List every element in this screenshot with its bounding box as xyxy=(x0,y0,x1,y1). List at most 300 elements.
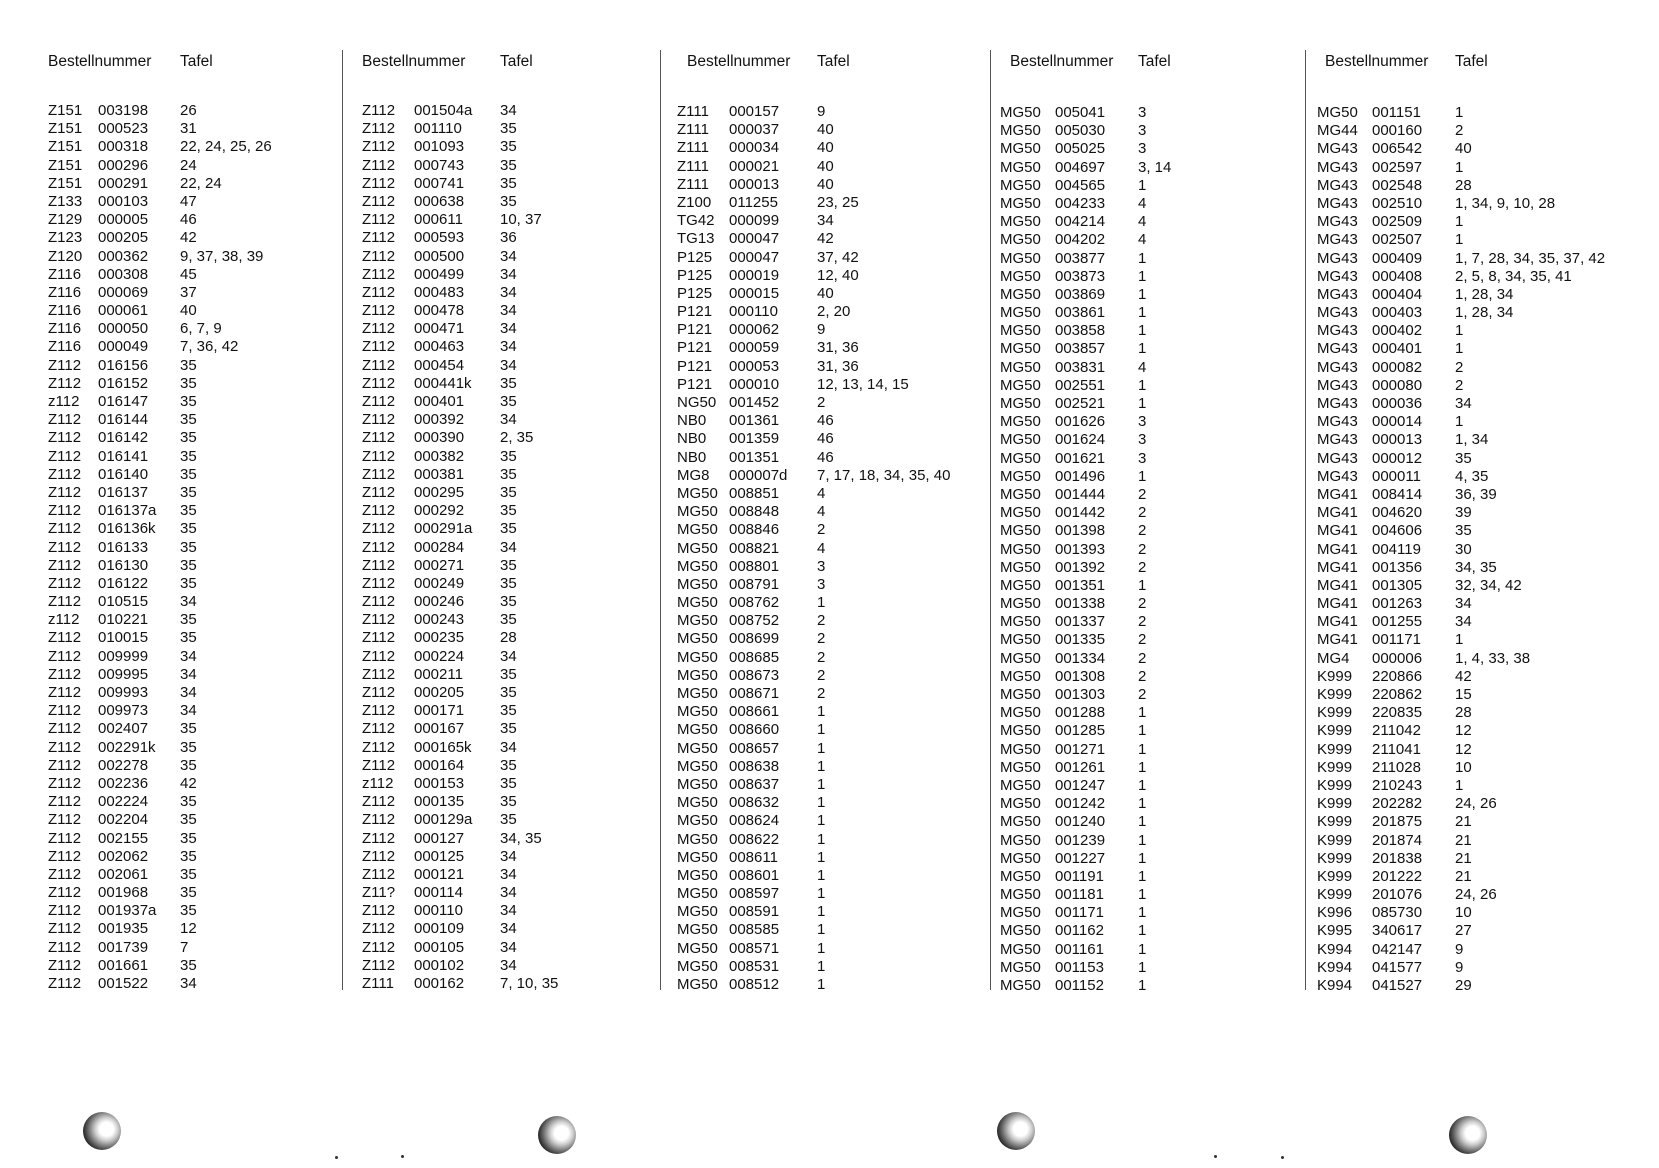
part-number: 000249 xyxy=(414,574,465,592)
part-number: 004697 xyxy=(1055,158,1106,176)
part-prefix: z112 xyxy=(362,774,394,792)
part-number: 001263 xyxy=(1372,595,1423,613)
header-bestellnummer: Bestellnummer xyxy=(362,53,466,70)
tafel-ref: 2 xyxy=(1138,485,1147,503)
tafel-ref: 35 xyxy=(500,684,517,701)
part-prefix: P125 xyxy=(677,284,713,302)
part-number: 000125 xyxy=(414,847,465,865)
part-prefix: Z112 xyxy=(362,938,396,956)
part-number: 000235 xyxy=(414,629,465,647)
part-number: 000164 xyxy=(414,756,465,774)
part-prefix: Z112 xyxy=(48,556,82,574)
tafel-ref: 1 xyxy=(817,794,826,812)
part-number: 002224 xyxy=(98,793,149,811)
part-number: 016142 xyxy=(98,429,149,447)
header-bestellnummer: Bestellnummer xyxy=(687,53,791,70)
tafel-ref: 46 xyxy=(817,448,834,466)
tafel-ref: 35 xyxy=(180,502,197,520)
tafel-ref: 10 xyxy=(1455,904,1472,922)
part-number: 006542 xyxy=(1372,140,1423,158)
part-number: 001522 xyxy=(98,975,149,992)
part-number: 002407 xyxy=(98,720,149,738)
part-prefix: Z112 xyxy=(362,629,396,647)
tafel-ref: 27 xyxy=(1455,922,1472,940)
part-prefix: MG50 xyxy=(1000,249,1041,267)
tafel-ref: 34 xyxy=(180,702,197,720)
part-prefix: Z112 xyxy=(362,793,396,811)
part-prefix: MG43 xyxy=(1317,340,1358,358)
part-number: 000007d xyxy=(729,466,788,484)
part-number: 000741 xyxy=(414,174,465,192)
tafel-ref: 35 xyxy=(500,138,517,156)
tafel-ref: 35 xyxy=(500,756,517,774)
part-number: 001110 xyxy=(414,120,462,138)
tafel-ref: 1 xyxy=(817,848,826,866)
part-prefix: K999 xyxy=(1317,867,1353,885)
part-prefix: MG50 xyxy=(1000,231,1041,249)
part-prefix: K994 xyxy=(1317,940,1353,958)
part-prefix: Z112 xyxy=(362,356,396,374)
tafel-ref: 35 xyxy=(500,556,517,574)
part-number: 016122 xyxy=(98,574,149,592)
part-prefix: Z111 xyxy=(677,103,709,120)
part-number: 001356 xyxy=(1372,558,1423,576)
tafel-ref: 35 xyxy=(180,829,197,847)
part-prefix: Z111 xyxy=(677,121,709,139)
part-prefix: MG50 xyxy=(1000,104,1041,121)
part-number: 000127 xyxy=(414,829,465,847)
part-number: 008699 xyxy=(729,630,780,648)
tafel-ref: 1 xyxy=(817,739,826,757)
part-prefix: MG50 xyxy=(1317,104,1358,121)
part-number: 008638 xyxy=(729,757,780,775)
part-prefix: P125 xyxy=(677,248,713,266)
tafel-ref: 2 xyxy=(1138,595,1147,613)
tafel-ref: 26 xyxy=(180,102,197,119)
header-bestellnummer: Bestellnummer xyxy=(1325,53,1429,70)
part-prefix: P121 xyxy=(677,357,713,375)
part-number: 009999 xyxy=(98,647,149,665)
tafel-ref: 34 xyxy=(500,102,517,119)
tafel-ref: 21 xyxy=(1455,813,1472,831)
part-prefix: Z133 xyxy=(48,192,83,210)
part-prefix: Z112 xyxy=(48,356,82,374)
part-number: 001351 xyxy=(1055,576,1106,594)
tafel-ref: 1, 28, 34 xyxy=(1455,285,1514,303)
part-prefix: Z112 xyxy=(48,702,82,720)
part-prefix: MG50 xyxy=(1000,686,1041,703)
tafel-ref: 3 xyxy=(1138,413,1147,431)
part-number: 001338 xyxy=(1055,595,1106,613)
part-prefix: MG50 xyxy=(1000,704,1041,722)
tafel-ref: 1 xyxy=(1138,722,1147,740)
part-number: 000611 xyxy=(414,211,463,229)
part-number: 008846 xyxy=(729,521,780,539)
tafel-ref: 1 xyxy=(817,903,826,921)
part-prefix: MG50 xyxy=(1000,376,1041,394)
part-number: 000171 xyxy=(414,702,465,720)
index-column xyxy=(1317,0,1617,1000)
tafel-ref: 35 xyxy=(180,483,197,501)
part-number: 000047 xyxy=(729,230,780,248)
part-number: 001305 xyxy=(1372,576,1423,594)
tafel-ref: 42 xyxy=(180,229,197,247)
part-number: 000013 xyxy=(729,175,780,193)
tafel-ref: 1 xyxy=(1138,849,1147,867)
part-number: 000638 xyxy=(414,192,465,210)
part-number: 000157 xyxy=(729,103,780,120)
part-prefix: Z151 xyxy=(48,138,83,156)
tafel-ref: 36 xyxy=(500,229,517,247)
tafel-ref: 1 xyxy=(1138,395,1147,412)
tafel-ref: 35 xyxy=(500,156,517,174)
part-number: 042147 xyxy=(1372,940,1423,958)
part-prefix: Z112 xyxy=(48,629,82,647)
part-prefix: Z112 xyxy=(362,283,396,301)
tafel-ref: 32, 34, 42 xyxy=(1455,576,1522,594)
part-number: 000308 xyxy=(98,265,149,283)
part-number: 000006 xyxy=(1372,649,1423,667)
tafel-ref: 2 xyxy=(817,394,826,411)
tafel-ref: 34 xyxy=(500,865,517,883)
part-number: 000382 xyxy=(414,447,465,465)
part-prefix: Z112 xyxy=(362,429,396,447)
tafel-ref: 1 xyxy=(1455,322,1464,340)
part-number: 003857 xyxy=(1055,340,1106,358)
part-number: 000080 xyxy=(1372,376,1423,394)
tafel-ref: 34 xyxy=(500,320,517,338)
tafel-ref: 3 xyxy=(1138,122,1147,140)
tafel-ref: 45 xyxy=(180,265,197,283)
part-number: 016140 xyxy=(98,465,149,483)
part-prefix: MG50 xyxy=(1000,613,1041,631)
part-prefix: MG50 xyxy=(677,866,718,884)
part-prefix: Z112 xyxy=(362,702,396,720)
part-number: 001935 xyxy=(98,920,149,938)
part-prefix: MG50 xyxy=(1000,431,1041,449)
part-number: 340617 xyxy=(1372,922,1423,940)
tafel-ref: 2, 20 xyxy=(817,303,851,321)
part-number: 008848 xyxy=(729,503,780,521)
part-number: 000019 xyxy=(729,266,780,284)
part-number: 001227 xyxy=(1055,849,1106,867)
tafel-ref: 1 xyxy=(817,885,826,903)
tafel-ref: 1 xyxy=(1138,340,1147,358)
tafel-ref: 2 xyxy=(1138,613,1147,631)
tafel-ref: 1 xyxy=(1138,467,1147,485)
part-number: 008657 xyxy=(729,739,780,757)
tafel-ref: 2 xyxy=(1138,540,1147,558)
tafel-ref: 1 xyxy=(1138,376,1147,394)
part-number: 001261 xyxy=(1055,758,1106,776)
part-prefix: K999 xyxy=(1317,758,1353,776)
part-number: 008661 xyxy=(729,703,780,721)
part-prefix: Z151 xyxy=(48,102,83,119)
tafel-ref: 12 xyxy=(1455,740,1472,758)
part-number: 004202 xyxy=(1055,231,1106,249)
part-number: 000390 xyxy=(414,429,465,447)
part-number: 001255 xyxy=(1372,613,1423,631)
tafel-ref: 1 xyxy=(817,866,826,884)
part-prefix: Z112 xyxy=(48,665,82,683)
part-number: 001161 xyxy=(1055,940,1104,958)
part-number: 000036 xyxy=(1372,395,1423,412)
header-tafel: Tafel xyxy=(1455,53,1488,70)
part-prefix: MG50 xyxy=(677,848,718,866)
part-prefix: Z112 xyxy=(48,429,82,447)
tafel-ref: 1 xyxy=(1138,940,1147,958)
part-number: 000402 xyxy=(1372,322,1423,340)
tafel-ref: 34 xyxy=(500,247,517,265)
part-prefix: MG50 xyxy=(1000,140,1041,158)
part-number: 009995 xyxy=(98,665,149,683)
part-prefix: Z112 xyxy=(362,265,396,283)
part-prefix: Z112 xyxy=(362,684,396,701)
part-number: 000005 xyxy=(98,211,149,229)
part-prefix: Z151 xyxy=(48,156,83,174)
tafel-ref: 36, 39 xyxy=(1455,485,1497,503)
tafel-ref: 24, 26 xyxy=(1455,886,1497,904)
part-prefix: Z112 xyxy=(48,720,82,738)
part-prefix: Z112 xyxy=(362,374,396,392)
part-prefix: Z116 xyxy=(48,283,82,301)
tafel-ref: 4 xyxy=(817,503,826,521)
part-number: 000362 xyxy=(98,247,149,265)
tafel-ref: 1 xyxy=(1138,740,1147,758)
part-prefix: Z112 xyxy=(48,483,82,501)
part-number: 016144 xyxy=(98,411,149,429)
part-prefix: MG43 xyxy=(1317,140,1358,158)
part-number: 000012 xyxy=(1372,449,1423,467)
part-prefix: MG43 xyxy=(1317,413,1358,431)
part-prefix: MG43 xyxy=(1317,395,1358,412)
part-prefix: MG50 xyxy=(677,812,718,830)
tafel-ref: 35 xyxy=(180,884,197,902)
part-prefix: Z112 xyxy=(362,520,396,538)
part-prefix: Z116 xyxy=(48,302,82,320)
part-prefix: Z112 xyxy=(362,320,396,338)
part-prefix: MG50 xyxy=(1000,504,1041,522)
tafel-ref: 35 xyxy=(500,465,517,483)
tafel-ref: 12 xyxy=(1455,722,1472,740)
part-number: 004214 xyxy=(1055,213,1106,231)
part-number: 000103 xyxy=(98,192,149,210)
part-prefix: MG50 xyxy=(1000,667,1041,685)
part-prefix: MG50 xyxy=(677,794,718,812)
part-prefix: MG50 xyxy=(1000,849,1041,867)
part-number: 001361 xyxy=(729,412,780,430)
tafel-ref: 1 xyxy=(817,721,826,739)
part-number: 000050 xyxy=(98,320,149,338)
part-number: 000061 xyxy=(98,302,149,320)
part-prefix: MG41 xyxy=(1317,558,1358,576)
binder-hole-icon xyxy=(83,1112,121,1150)
part-number: 220862 xyxy=(1372,686,1423,703)
part-number: 000246 xyxy=(414,593,465,611)
part-number: 008821 xyxy=(729,539,780,557)
part-prefix: Z112 xyxy=(48,593,82,611)
part-prefix: Z116 xyxy=(48,338,82,356)
tafel-ref: 1 xyxy=(1138,758,1147,776)
part-prefix: MG50 xyxy=(1000,722,1041,740)
tafel-ref: 35 xyxy=(500,774,517,792)
part-prefix: Z112 xyxy=(48,956,82,974)
part-prefix: MG50 xyxy=(677,775,718,793)
part-prefix: Z112 xyxy=(48,902,82,920)
part-number: 002548 xyxy=(1372,176,1423,194)
tafel-ref: 4 xyxy=(1138,194,1147,212)
part-number: 016152 xyxy=(98,374,149,392)
part-prefix: Z112 xyxy=(48,793,82,811)
tafel-ref: 1 xyxy=(1138,576,1147,594)
tafel-ref: 46 xyxy=(180,211,197,229)
part-prefix: MG50 xyxy=(1000,449,1041,467)
part-number: 001240 xyxy=(1055,813,1106,831)
tafel-ref: 46 xyxy=(817,430,834,448)
part-number: 000743 xyxy=(414,156,465,174)
tafel-ref: 34 xyxy=(500,920,517,938)
part-number: 001308 xyxy=(1055,667,1106,685)
tafel-ref: 34 xyxy=(500,884,517,902)
part-number: 000478 xyxy=(414,302,465,320)
part-number: 000291 xyxy=(98,174,149,192)
tafel-ref: 42 xyxy=(1455,667,1472,685)
tafel-ref: 35 xyxy=(1455,522,1472,540)
part-number: 000593 xyxy=(414,229,465,247)
tafel-ref: 4 xyxy=(817,484,826,502)
part-number: 001288 xyxy=(1055,704,1106,722)
part-number: 000392 xyxy=(414,411,465,429)
tafel-ref: 1 xyxy=(1455,104,1464,121)
part-prefix: MG8 xyxy=(677,466,710,484)
part-number: 000014 xyxy=(1372,413,1423,431)
part-number: 002509 xyxy=(1372,213,1423,231)
tafel-ref: 2 xyxy=(817,630,826,648)
part-number: 201838 xyxy=(1372,849,1423,867)
part-prefix: K999 xyxy=(1317,795,1353,813)
tafel-ref: 7 xyxy=(180,938,189,956)
part-prefix: Z112 xyxy=(48,574,82,592)
tafel-ref: 46 xyxy=(817,412,834,430)
part-number: 008637 xyxy=(729,775,780,793)
part-number: 002551 xyxy=(1055,376,1106,394)
tafel-ref: 1 xyxy=(1138,249,1147,267)
part-prefix: K999 xyxy=(1317,686,1353,703)
part-number: 000059 xyxy=(729,339,780,357)
binder-hole-icon xyxy=(538,1116,576,1154)
part-number: 000205 xyxy=(414,684,465,701)
part-number: 001496 xyxy=(1055,467,1106,485)
part-prefix: MG50 xyxy=(1000,649,1041,667)
part-prefix: P121 xyxy=(677,321,713,339)
tafel-ref: 22, 24 xyxy=(180,174,222,192)
tafel-ref: 1 xyxy=(1138,267,1147,285)
scan-speck xyxy=(1214,1155,1217,1158)
part-prefix: K996 xyxy=(1317,904,1353,922)
part-number: 220835 xyxy=(1372,704,1423,722)
part-prefix: MG50 xyxy=(1000,886,1041,904)
tafel-ref: 35 xyxy=(500,611,517,629)
part-prefix: K994 xyxy=(1317,977,1353,994)
tafel-ref: 1 xyxy=(1138,285,1147,303)
part-prefix: Z112 xyxy=(362,611,396,629)
part-prefix: Z112 xyxy=(48,374,82,392)
part-prefix: Z112 xyxy=(362,411,396,429)
part-prefix: Z112 xyxy=(362,502,396,520)
tafel-ref: 35 xyxy=(180,611,197,629)
tafel-ref: 2 xyxy=(817,685,826,702)
part-number: 001968 xyxy=(98,884,149,902)
part-prefix: Z112 xyxy=(362,593,396,611)
tafel-ref: 35 xyxy=(500,502,517,520)
header-tafel: Tafel xyxy=(500,53,533,70)
part-number: 000381 xyxy=(414,465,465,483)
tafel-ref: 2 xyxy=(1455,122,1464,140)
part-number: 008752 xyxy=(729,612,780,630)
part-prefix: Z112 xyxy=(362,920,396,938)
part-prefix: Z112 xyxy=(362,865,396,883)
part-number: 000162 xyxy=(414,975,465,992)
tafel-ref: 2 xyxy=(817,648,826,666)
tafel-ref: 35 xyxy=(500,574,517,592)
part-number: 001398 xyxy=(1055,522,1106,540)
tafel-ref: 29 xyxy=(1455,977,1472,994)
part-number: 001621 xyxy=(1055,449,1106,467)
part-number: 001937a xyxy=(98,902,157,920)
part-number: 002521 xyxy=(1055,395,1106,412)
part-prefix: MG50 xyxy=(677,939,718,957)
part-prefix: Z112 xyxy=(48,829,82,847)
part-prefix: MG43 xyxy=(1317,376,1358,394)
tafel-ref: 35 xyxy=(180,847,197,865)
part-prefix: MG43 xyxy=(1317,467,1358,485)
part-prefix: P121 xyxy=(677,375,713,393)
tafel-ref: 31, 36 xyxy=(817,339,859,357)
part-number: 008414 xyxy=(1372,485,1423,503)
part-prefix: Z112 xyxy=(362,192,396,210)
part-prefix: K995 xyxy=(1317,922,1353,940)
part-prefix: MG43 xyxy=(1317,231,1358,249)
scan-speck xyxy=(401,1155,404,1158)
part-number: 003198 xyxy=(98,102,149,119)
part-number: 002204 xyxy=(98,811,149,829)
tafel-ref: 21 xyxy=(1455,849,1472,867)
tafel-ref: 30 xyxy=(1455,540,1472,558)
tafel-ref: 15 xyxy=(1455,686,1472,703)
tafel-ref: 35 xyxy=(500,811,517,829)
tafel-ref: 35 xyxy=(500,593,517,611)
part-number: 000037 xyxy=(729,121,780,139)
part-number: 000099 xyxy=(729,212,780,230)
part-number: 002062 xyxy=(98,847,149,865)
tafel-ref: 3 xyxy=(1138,140,1147,158)
tafel-ref: 34 xyxy=(500,938,517,956)
part-prefix: MG41 xyxy=(1317,540,1358,558)
part-number: 000129a xyxy=(414,811,473,829)
index-column xyxy=(1000,0,1300,1000)
part-number: 008801 xyxy=(729,557,780,575)
part-prefix: Z112 xyxy=(48,647,82,665)
part-number: 000243 xyxy=(414,611,465,629)
part-number: 000292 xyxy=(414,502,465,520)
part-prefix: MG50 xyxy=(677,539,718,557)
tafel-ref: 23, 25 xyxy=(817,193,859,211)
part-prefix: Z120 xyxy=(48,247,83,265)
part-prefix: NB0 xyxy=(677,412,707,430)
tafel-ref: 35 xyxy=(500,374,517,392)
tafel-ref: 47 xyxy=(180,192,197,210)
tafel-ref: 3 xyxy=(1138,449,1147,467)
